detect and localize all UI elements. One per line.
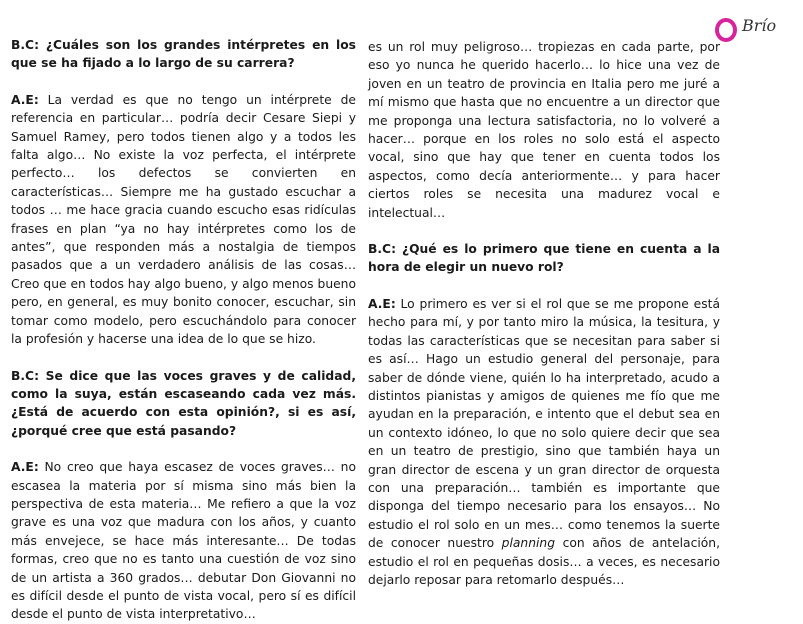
question-1: B.C: ¿Cuáles son los grandes intérpretes en los que se ha fijado a lo largo de su carrera? bbox=[11, 38, 356, 71]
left-column bbox=[11, 36, 356, 624]
answer-3-italic: planning bbox=[501, 536, 556, 551]
answer-2-text: No creo que haya escasez de voces graves… no escasea la materia por sí misma sino más bien la perspectiva de esta materia… Me refiero a que la voz grave es una voz que madura con los años, y cuanto más envejece, se hace más interesante… De todas formas, creo que no es tanto una cuestión de voz sino de un artista a 360 grados… debutar Don Giovanni no es difícil desde el punto de vista vocal, pero sí es difícil desde el punto de vista interpretativo… bbox=[11, 460, 356, 622]
answer-1-text: La verdad es que no tengo un intérprete de referencia en particular… podría decir Cesare Siepi y Samuel Ramey, pero todos tienen algo y a todos les falta algo… No existe la voz perfecta, el intérprete perfecto… los defectos se convierten en características… Siempre me ha gustado escuchar a todos … me hace gracia cuando escucho esas ridículas frases en plan “ya no hay intérpretes como los de antes”, que responden más a nostalgia de tiempos pasados que a un verdadero análisis de las cosas… Creo que en todos hay algo bueno, y algo menos bueno pero, en general, es muy bonito conocer, escuchar, sin tomar como modelo, pero escuchándolo para conocer la profesión y hacerse una idea de lo que se hizo. bbox=[11, 92, 356, 347]
logo-text: Brío bbox=[742, 16, 777, 35]
answer-1-speaker: A.E: bbox=[11, 92, 39, 107]
brio-logo bbox=[712, 8, 792, 50]
answer-3-speaker: A.E: bbox=[368, 296, 396, 311]
question-3: B.C: ¿Qué es lo primero que tiene en cuenta a la hora de elegir un nuevo rol? bbox=[368, 242, 720, 275]
answer-2 bbox=[11, 458, 356, 624]
answer-2-speaker: A.E: bbox=[11, 460, 39, 475]
answer-3-text-2: con años de antelación, estudio el rol en pequeñas dosis… a veces, es necesario dejarlo reposar para retomarlo después… bbox=[368, 536, 720, 587]
answer-3 bbox=[368, 295, 720, 590]
answer-2-continued: es un rol muy peligroso… tropiezas en cada parte, por eso yo nunca he querido hacerlo… lo hice una vez de joven en un teatro de provincia en Italia pero me juré a mí mismo que hasta que no encuentre a un director que me proponga una lectura satisfactoria, no lo volveré a hacer… porque en los roles no solo está el aspecto vocal, sino que hay que tener en cuenta todos los aspectos, como decía anteriormente… y para hacer ciertos roles se necesita una madurez vocal e intelectual… bbox=[368, 40, 720, 220]
right-column bbox=[368, 38, 720, 589]
answer-3-text-1: Lo primero es ver si el rol que se me propone está hecho para mí, y por tanto miro la música, la tesitura, y todas las características que se necesitan para saber si es así… Hago un estudio general del personaje, para saber de dónde viene, quién lo ha interpretado, acudo a distintos pianistas y amigos de quienes me fío que me ayudan en la preparación, e intento que el debut sea en un contexto idóneo, lo que no solo quiere decir que sea en un teatro de prestigio, sino que también haya un gran director de escena y un gran director de orquesta con una preparación… también es importante que disponga del tiempo necesario para los ensayos… No estudio el rol solo en un mes… como tenemos la suerte de conocer nuestro bbox=[368, 296, 720, 551]
question-2: B.C: Se dice que las voces graves y de calidad, como la suya, están escaseando cada vez más. ¿Está de acuerdo con esta opinión?, si es así, ¿porqué cree que está pasando? bbox=[11, 368, 356, 438]
answer-1 bbox=[11, 91, 356, 349]
